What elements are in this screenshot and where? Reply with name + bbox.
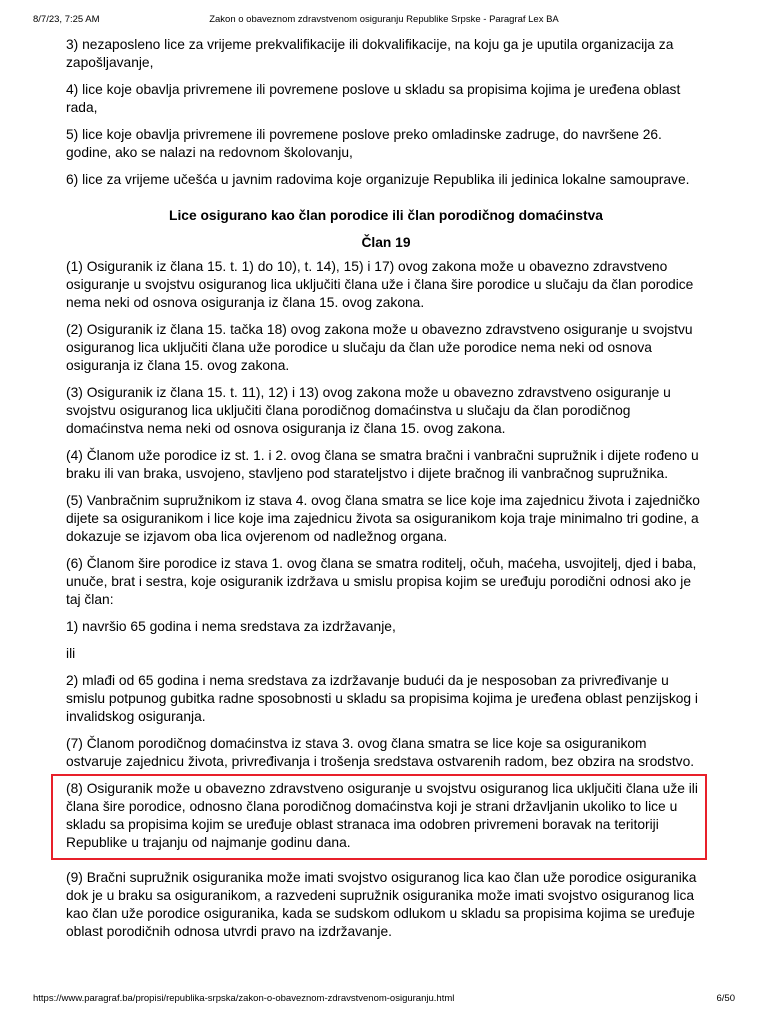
page-number: 6/50: [716, 993, 735, 1004]
list-item: 6) lice za vrijeme učešća u javnim radovima koje organizuje Republika ili jedinica lokalne samouprave.: [66, 172, 690, 187]
article-paragraph: ili: [66, 646, 76, 661]
article-paragraph: 2) mlađi od 65 godina i nema sredstava za izdržavanje budući da je nesposoban za privređivanje u smislu potpunog gubitka radne sposobnosti u skladu sa propisima kojima je uređena oblast penzijskog i invalidskog osiguranja.: [66, 673, 698, 724]
article-paragraph: (3) Osiguranik iz člana 15. t. 11), 12) i 13) ovog zakona može u obavezno zdravstveno osiguranje u svojstvu osiguranog lica uključiti člana porodičnog domaćinstva u slučaju da član porodičnog domaćinstva nema neki od osnova osiguranja iz člana 15. ovog zakona.: [66, 385, 671, 436]
article-paragraph: (7) Članom porodičnog domaćinstva iz stava 3. ovog člana smatra se lice koje sa osiguranikom ostvaruje zajednicu života, privređivanja i trošenja sredstava ostvarenih radom, bez obzira na srodstvo.: [66, 736, 695, 769]
section-heading: Lice osigurano kao član porodice ili član porodičnog domaćinstva: [169, 208, 603, 223]
highlighted-paragraph-block: [66, 780, 706, 852]
article-paragraph: 1) navršio 65 godina i nema sredstava za izdržavanje,: [66, 619, 396, 634]
print-datetime: 8/7/23, 7:25 AM: [33, 14, 100, 25]
document-body: [66, 36, 706, 950]
highlighted-paragraph: (8) Osiguranik može u obavezno zdravstveno osiguranje u svojstvu osiguranog lica uključiti člana uže ili člana šire porodice, odnosno člana porodičnog domaćinstva koji je strani državljanin ukoliko to lice u skladu sa propisima kojim se uređuje oblast stranaca ima odobren privremeni boravak na teritoriji Republike u trajanju od najmanje godinu dana.: [66, 781, 698, 850]
print-doc-title: Zakon o obaveznom zdravstvenom osiguranju Republike Srpske - Paragraf Lex BA: [209, 14, 559, 25]
article-paragraph: (2) Osiguranik iz člana 15. tačka 18) ovog zakona može u obavezno zdravstveno osiguranje u svojstvu osiguranog lica uključiti člana uže porodice u slučaju da član uže porodice nema neki od osnova osiguranja iz člana 15. ovog zakona.: [66, 322, 693, 373]
print-header: [33, 14, 735, 28]
list-item: 5) lice koje obavlja privremene ili povremene poslove preko omladinske zadruge, do navršene 26. godine, ako se nalazi na redovnom školovanju,: [66, 127, 662, 160]
article-paragraph: (5) Vanbračnim supružnikom iz stava 4. ovog člana smatra se lice koje ima zajednicu života i zajedničko dijete sa osiguranikom i lice koje ima zajednicu života sa osiguranikom koja traje minimalno tri godine, a dokazuje se izjavom oba lica ovjerenom od nadležnog organa.: [66, 493, 700, 544]
print-url: https://www.paragraf.ba/propisi/republika-srpska/zakon-o-obaveznom-zdravstvenom-osiguranju.html: [33, 993, 455, 1004]
article-paragraph: (1) Osiguranik iz člana 15. t. 1) do 10), t. 14), 15) i 17) ovog zakona može u obavezno zdravstveno osiguranje u svojstvu osiguranog lica uključiti člana uže i člana šire porodice u slučaju da član porodice nema neki od osnova osiguranja iz člana 15. ovog zakona.: [66, 259, 694, 310]
print-footer: [33, 993, 735, 1007]
list-item: 4) lice koje obavlja privremene ili povremene poslove u skladu sa propisima kojima je uređena oblast rada,: [66, 82, 681, 115]
article-paragraph: (6) Članom šire porodice iz stava 1. ovog člana se smatra roditelj, očuh, maćeha, usvojitelj, djed i baba, unuče, brat i sestra, koje osiguranik izdržava u smislu propisa kojim se uređuju porodični odnosi ako je taj član:: [66, 556, 697, 607]
article-paragraph: (9) Bračni supružnik osiguranika može imati svojstvo osiguranog lica kao član uže porodice osiguranika dok je u braku sa osiguranikom, a razvedeni supružnik osiguranika može imati svojstvo osiguranog lica kao član uže porodice osiguranika, kada se sudskom odlukom u skladu sa propisima kojima se uređuje oblast porodičnih odnosa utvrdi pravo na izdržavanje.: [66, 870, 697, 939]
list-item: 3) nezaposleno lice za vrijeme prekvalifikacije ili dokvalifikacije, na koju ga je uputila organizacija za zapošljavanje,: [66, 37, 674, 70]
article-heading: Član 19: [361, 235, 411, 250]
article-paragraph: (4) Članom uže porodice iz st. 1. i 2. ovog člana se smatra bračni i vanbračni supružnik i dijete rođeno u braku ili van braka, usvojeno, stavljeno pod starateljstvo i dijete bračnog ili vanbračnog supružnika.: [66, 448, 699, 481]
